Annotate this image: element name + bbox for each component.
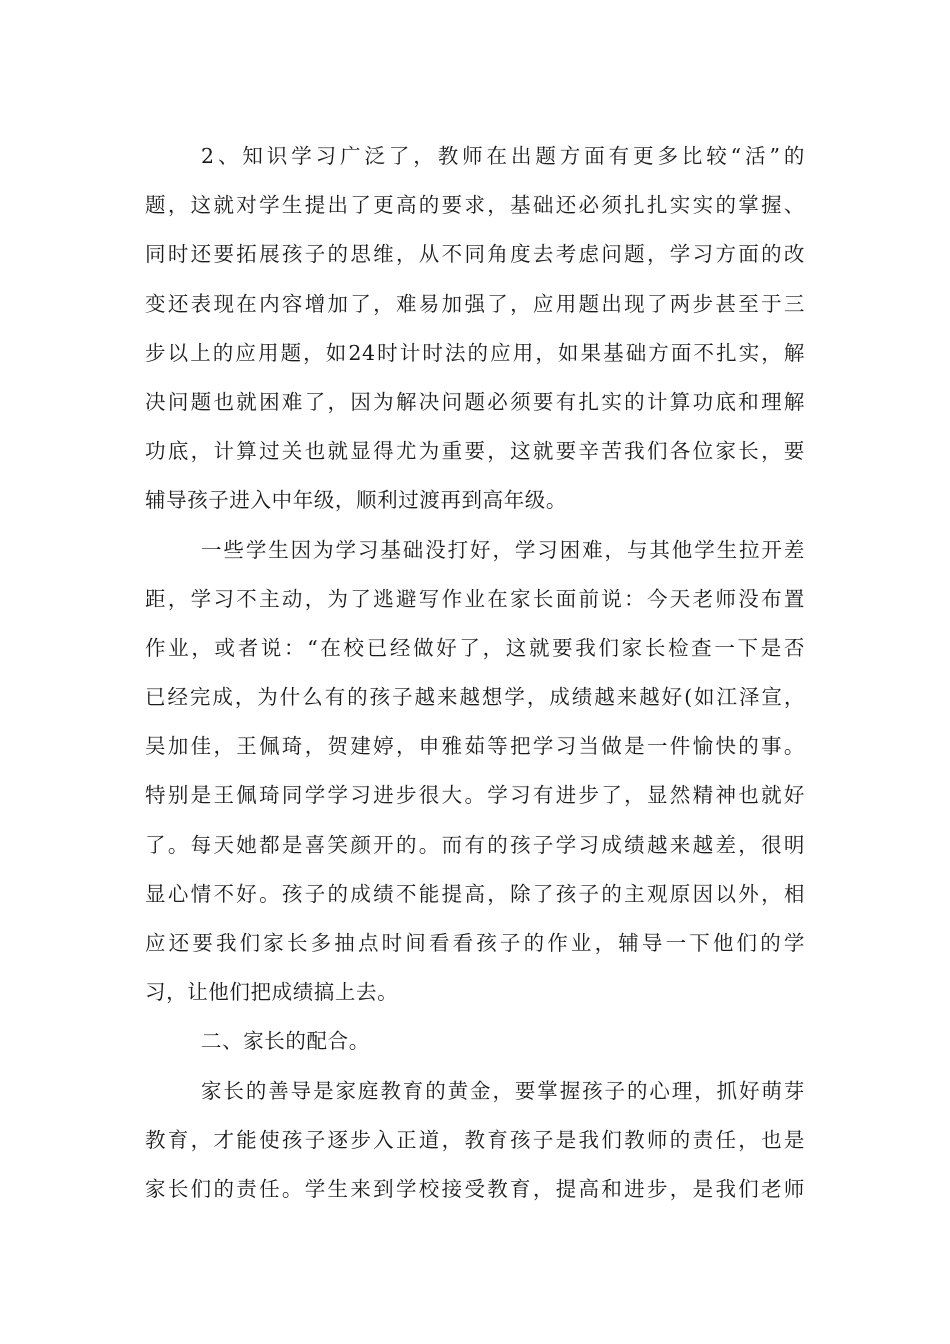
text-line: 2、知识学习广泛了，教师在出题方面有更多比较“活”的: [201, 144, 805, 168]
text-line: 作业，或者说：“在校已经做好了，这就要我们家长检查一下是否: [145, 635, 805, 660]
text-line: 步以上的应用题，如24时计时法的应用，如果基础方面不扎实，解: [145, 340, 805, 365]
text-line: 决问题也就困难了，因为解决问题必须要有扎实的计算功底和理解: [145, 389, 805, 414]
text-line: 同时还要拓展孩子的思维，从不同角度去考虑问题，学习方面的改: [145, 242, 805, 267]
text-line: 辅导孩子进入中年级，顺利过渡再到高年级。: [145, 488, 567, 513]
text-line: 一些学生因为学习基础没打好，学习困难，与其他学生拉开差: [201, 537, 805, 562]
document-body: [145, 132, 805, 1214]
text-line: 了。每天她都是喜笑颜开的。而有的孩子学习成绩越来越差，很明: [145, 832, 805, 857]
text-line: 习，让他们把成绩搞上去。: [145, 980, 399, 1005]
text-line: 已经完成，为什么有的孩子越来越想学，成绩越来越好(如江泽宣，: [145, 685, 805, 710]
text-line: 功底，计算过关也就显得尤为重要，这就要辛苦我们各位家长，要: [145, 439, 805, 464]
text-line: 教育，才能使孩子逐步入正道，教育孩子是我们教师的责任，也是: [145, 1127, 805, 1152]
section-heading: 二、家长的配合。: [201, 1029, 370, 1054]
text-line: 应还要我们家长多抽点时间看看孩子的作业，辅导一下他们的学: [145, 931, 805, 955]
text-line: 特别是王佩琦同学学习进步很大。学习有进步了，显然精神也就好: [145, 783, 805, 808]
text-line: 家长的善导是家庭教育的黄金，要掌握孩子的心理，抓好萌芽: [201, 1078, 805, 1103]
text-line: 距，学习不主动，为了逃避写作业在家长面前说：今天老师没布置: [145, 586, 805, 611]
text-line: 变还表现在内容增加了，难易加强了，应用题出现了两步甚至于三: [145, 291, 805, 316]
text-line: 吴加佳，王佩琦，贺建婷，申雅茹等把学习当做是一件愉快的事。: [145, 734, 805, 759]
text-line: 家长们的责任。学生来到学校接受教育，提高和进步，是我们老师: [145, 1176, 805, 1201]
text-line: 显心情不好。孩子的成绩不能提高，除了孩子的主观原因以外，相: [145, 881, 805, 906]
text-line: 题，这就对学生提出了更高的要求，基础还必须扎扎实实的掌握、: [145, 193, 805, 218]
